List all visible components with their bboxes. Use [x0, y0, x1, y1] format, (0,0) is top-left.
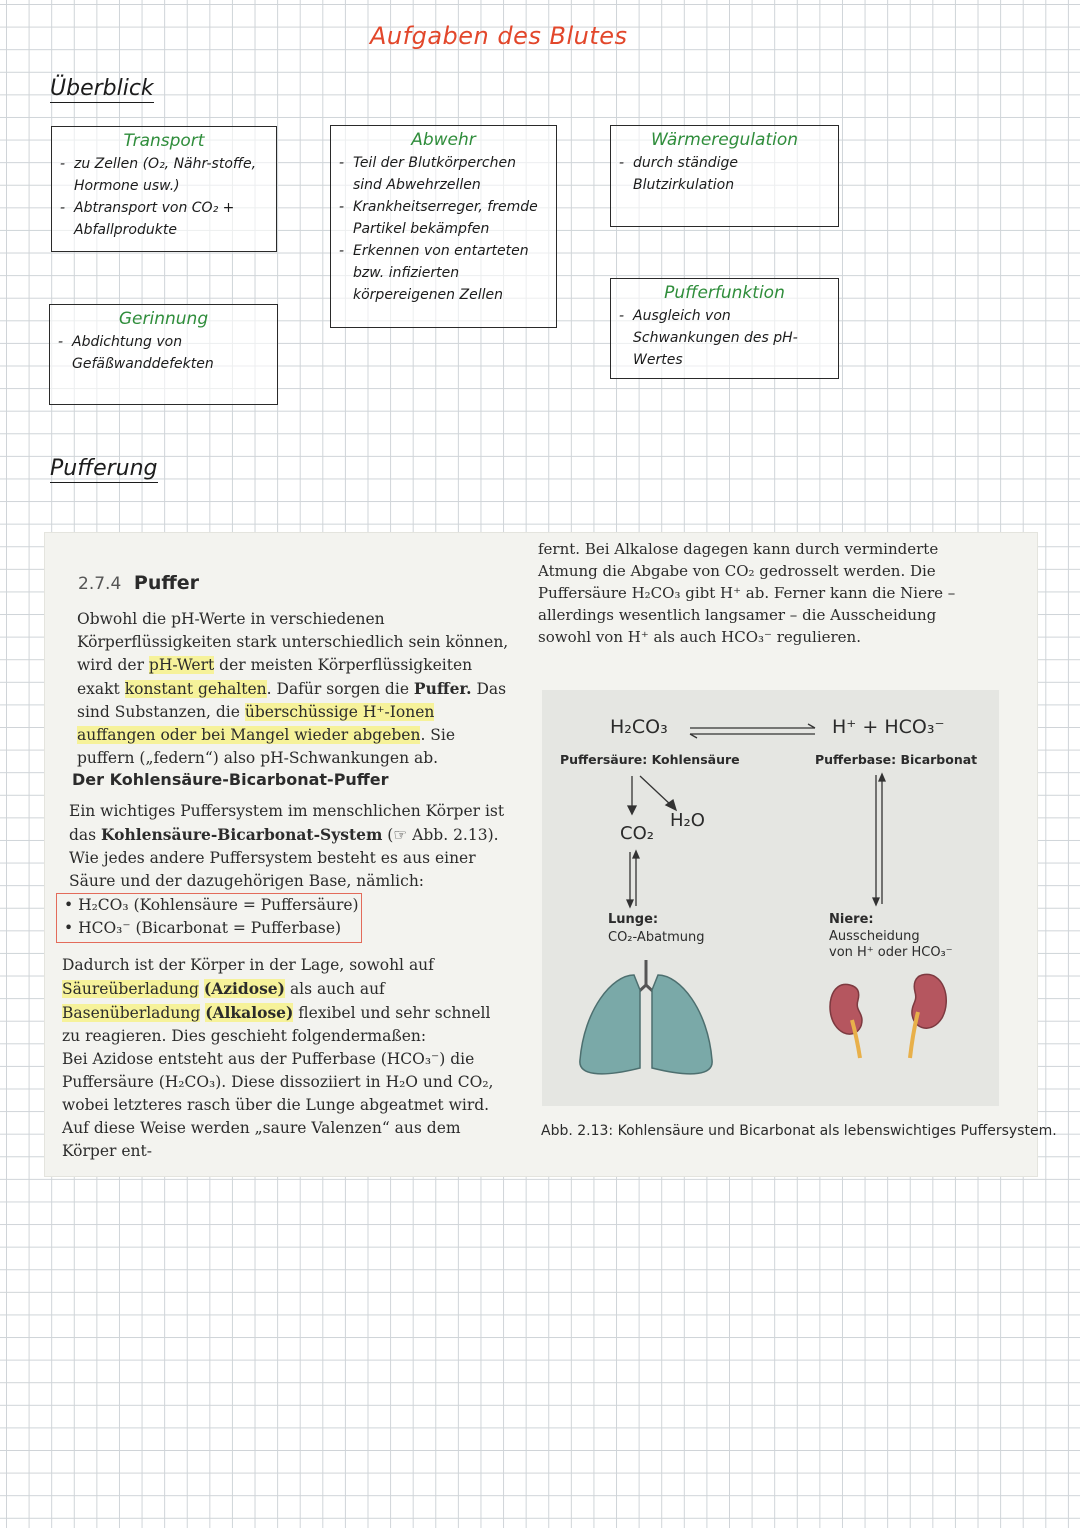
abwehr-item: - Teil der Blutkörperchen sind Abwehrzellen: [339, 152, 548, 196]
gerinnung-title: Gerinnung: [118, 309, 209, 329]
intro-paragraph: [77, 608, 509, 770]
reaction-paragraph: [62, 954, 510, 1163]
list-item: • H₂CO₃ (Kohlensäure = Puffersäure): [64, 896, 359, 914]
pufferfunktion-item: - Ausgleich von Schwankungen des pH-Wertes: [619, 305, 830, 371]
system-paragraph: [69, 800, 509, 893]
waermeregulation-title: Wärmeregulation: [650, 130, 799, 150]
co2-label: CO₂: [620, 823, 654, 844]
system-bold: Kohlensäure-Bicarbonat-System: [101, 825, 383, 844]
kidney-title: Niere:: [829, 912, 874, 927]
transport-box: [51, 126, 277, 252]
reaction-highlight: (Azidose): [203, 979, 286, 998]
abwehr-item: - Krankheitserreger, fremde Partikel bekämpfen: [339, 196, 548, 240]
reaction-highlight: (Alkalose): [205, 1003, 294, 1022]
base-label: Pufferbase: Bicarbonat: [815, 752, 978, 767]
waermeregulation-box: [610, 125, 839, 227]
transport-item: - Abtransport von CO₂ + Abfallprodukte: [60, 197, 268, 241]
pufferfunktion-box: [610, 278, 839, 379]
intro-highlight: überschüssige H⁺-Ionen auffangen oder bei Mangel wieder abgeben: [77, 703, 435, 744]
acid-label: Puffersäure: Kohlensäure: [560, 752, 740, 767]
section-title: Puffer: [133, 572, 199, 594]
figure-caption: Abb. 2.13: Kohlensäure und Bicarbonat als lebenswichtiges Puffersystem.: [541, 1123, 1057, 1139]
reaction-highlight: Säureüberladung: [62, 980, 199, 998]
section-number: 2.7.4: [78, 574, 122, 594]
pufferung-heading: Pufferung: [50, 456, 158, 481]
gerinnung-box: [49, 304, 278, 405]
reaction-text: flexibel und sehr schnell zu reagieren. Dies geschieht folgendermaßen:: [62, 1004, 491, 1045]
acid-formula: H₂CO₃: [610, 716, 668, 738]
azidose-text: Bei Azidose entsteht aus der Pufferbase (HCO₃⁻) die Puffersäure (H₂CO₃). Diese dissoziiert in H₂O und CO₂, wobei letzteres rasch über die Lunge abgeatmet wird. Auf diese Weise werden „saure Valenzen“ aus dem Körper ent-: [62, 1050, 494, 1160]
intro-highlight: konstant gehalten: [124, 680, 267, 698]
base-formula: H⁺ + HCO₃⁻: [832, 716, 945, 738]
list-item: • HCO₃⁻ (Bicarbonat = Pufferbase): [64, 919, 342, 937]
kidney-subtitle: von H⁺ oder HCO₃⁻: [829, 945, 953, 960]
abwehr-item: - Erkennen von entarteten bzw. infizierten körpereigenen Zellen: [339, 240, 548, 306]
intro-text: . Dafür sorgen die: [266, 680, 414, 698]
section-heading: [78, 572, 199, 594]
subsection-heading: Der Kohlensäure-Bicarbonat-Puffer: [72, 770, 389, 789]
list-item-text: H₂CO₃ (Kohlensäure = Puffersäure): [78, 896, 359, 914]
system-text: (☞ Abb. 2.13). Wie jedes andere Puffersystem besteht es aus einer Säure und der dazugehörigen Base, nämlich:: [69, 826, 499, 890]
intro-highlight: pH-Wert: [148, 656, 215, 674]
transport-item: - zu Zellen (O₂, Nähr-stoffe, Hormone usw.): [60, 153, 268, 197]
intro-text: Obwohl die pH-Werte in verschiedenen Körperflüssigkeiten stark unterschiedlich sein können, wird der: [77, 610, 509, 674]
kidney-subtitle: Ausscheidung: [829, 929, 920, 944]
overview-heading: Überblick: [50, 76, 154, 101]
system-text: Ein wichtiges Puffersystem im menschlichen Körper ist das: [69, 802, 505, 844]
right-column-paragraph: fernt. Bei Alkalose dagegen kann durch verminderte Atmung die Abgabe von CO₂ gedrosselt werden. Die Puffersäure H₂CO₃ gibt H⁺ ab. Ferner kann die Niere – allerdings wesentlich langsamer – die Ausscheidung sowohl von H⁺ als auch HCO₃⁻ regulieren.: [538, 540, 956, 646]
h2o-label: H₂O: [670, 810, 705, 831]
reaction-text: als auch auf: [285, 980, 385, 998]
page-title: Aufgaben des Blutes: [370, 22, 628, 50]
reaction-highlight: Basenüberladung: [62, 1004, 201, 1022]
lung-subtitle: CO₂-Abatmung: [608, 930, 705, 945]
pufferfunktion-title: Pufferfunktion: [664, 283, 785, 303]
gerinnung-item: - Abdichtung von Gefäßwanddefekten: [58, 331, 269, 375]
waermeregulation-item: - durch ständige Blutzirkulation: [619, 152, 830, 196]
transport-title: Transport: [123, 131, 205, 151]
intro-text: . Sie puffern („federn“) also pH-Schwankungen ab.: [77, 726, 456, 767]
list-item-text: HCO₃⁻ (Bicarbonat = Pufferbase): [78, 919, 342, 937]
intro-text: der meisten Körperflüssigkeiten exakt: [77, 656, 473, 698]
abwehr-title: Abwehr: [411, 130, 476, 150]
intro-text: Das sind Substanzen, die: [77, 680, 507, 721]
abwehr-box: [330, 125, 557, 328]
intro-bold: Puffer.: [413, 679, 472, 698]
lung-title: Lunge:: [608, 912, 659, 927]
buffer-pair-list: [64, 894, 364, 940]
reaction-text: Dadurch ist der Körper in der Lage, sowohl auf: [62, 956, 434, 974]
